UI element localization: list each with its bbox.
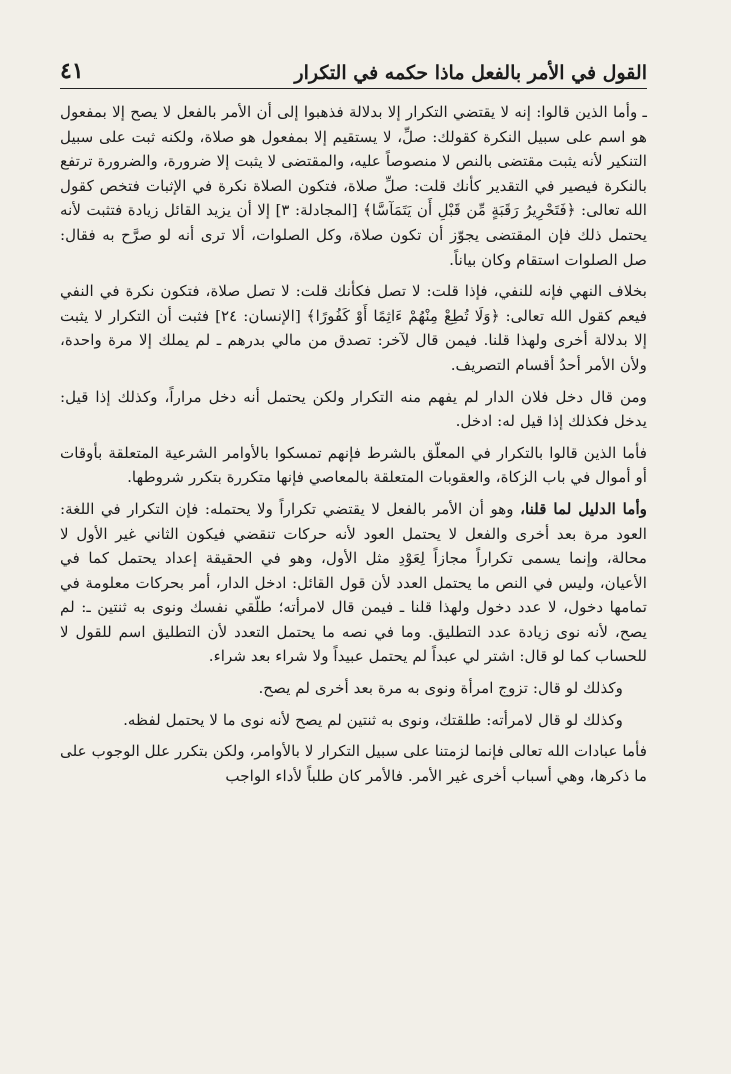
paragraph-7 — [60, 708, 647, 733]
paragraph-text: بخلاف النهي فإنه للنفي، فإذا قلت: لا تصل فكأنك قلت: لا تصل صلاة، فتكون نكرة في النفي فيعم كقول الله تعالى: ﴿وَلَا تُطِعْ مِنْهُمْ ءَاثِمًا أَوْ كَفُورًا﴾ [الإنسان: ٢٤] فثبت أن التكرار لا يثبت إلا بدلالة أخرى ولهذا قلنا. فيمن قال لآخر: تصدق من مالي بدرهم ـ لم يملك إلا مرة واحدة، ولأن الأمر أحدُ أقسام التصريف. — [60, 282, 647, 374]
running-title: القول في الأمر بالفعل ماذا حكمه في التكرار — [294, 62, 647, 84]
paragraph-8 — [60, 739, 647, 788]
paragraph-lead: وأما الدليل لما قلنا، — [520, 499, 647, 518]
page-header — [60, 50, 647, 84]
paragraph-3 — [60, 385, 647, 434]
paragraph-text: وكذلك لو قال: تزوج امرأة ونوى به مرة بعد أخرى لم يصح. — [258, 679, 623, 698]
paragraph-2 — [60, 279, 647, 377]
paragraph-text: ومن قال دخل فلان الدار لم يفهم منه التكرار ولكن يحتمل أنه دخل مراراً، وكذلك إذا قيل: يدخل فكذلك إذا قيل له: ادخل. — [60, 387, 647, 431]
page-body — [60, 100, 647, 795]
page-number: ٤١ — [60, 58, 84, 84]
paragraph-1 — [60, 100, 647, 272]
paragraph-text: وكذلك لو قال لامرأته: طلقتك، ونوى به ثنتين لم يصح لأنه نوى ما لا يحتمل لفظه. — [123, 710, 623, 729]
paragraph-text: فأما الذين قالوا بالتكرار في المعلّق بالشرط فإنهم تمسكوا بالأوامر الشرعية المتعلقة بأوقات أو أموال في باب الزكاة، والعقوبات المتعلقة بالمعاصي فإنها متكررة بتكرر شروطها. — [60, 443, 647, 487]
paragraph-text: وهو أن الأمر بالفعل لا يقتضي تكراراً ولا يحتمله: فإن التكرار في اللغة: العود مرة بعد أخرى والفعل لا يحتمل العود لأنه حركات تنقضي فيكون الثاني غير الأول لا محالة، وإنما يسمى تكراراً مجازاً لِعَوْدِ مثل الأول، وهو في الحقيقة إعداد يحتمل كما في الأعيان، وليس في النص ما يحتمل العدد لأن قول القائل: ادخل الدار، أمر بحركات معلومة في تمامها دخول، لا عدد دخول ولهذا قلنا ـ فيمن قال لامرأته؛ طلّقي نفسك ونوى به ثنتين ـ: لم يصح، لأنه نوى زيادة عدد التطليق. وما في نصه ما يحتمل التعدد لأن التطليق اسم للقول لا للحساب كما لو قال: اشتر لي عبداً لم يحتمل عبيداً ولا شراء بعد شراء. — [60, 499, 647, 666]
header-rule — [60, 88, 647, 89]
paragraph-text: ـ وأما الذين قالوا: إنه لا يقتضي التكرار إلا بدلالة فذهبوا إلى أن الأمر بالفعل لا يصح إلا بمفعول هو اسم على سبيل النكرة كقولك: صلِّ، لا يستقيم إلا بمفعول هو صلاة، ولكنه ثبت على سبيل التنكير لأنه يثبت مقتضى بالنص لا منصوصاً عليه، والمقتضى لا يثبت إلا ضرورة، والضرورة ترتفع بالنكرة فيصير في التقدير كأنك قلت: صلِّ صلاة، فتكون الصلاة نكرة في الإثبات فتخص كقول الله تعالى: ﴿فَتَحْرِيرُ رَقَبَةٍ مِّن قَبْلِ أَن يَتَمَآسَّا﴾ [المجادلة: ٣] إلا أن يزيد القائل زيادة فتثبت لأنه يحتمل ذلك فإن المقتضى يجوّز أن تكون صلاة، وكل الصلوات، ألا ترى أنه لو صرَّح به فقال: صل الصلوات استقام وكان بياناً. — [60, 103, 648, 269]
paragraph-text: فأما عبادات الله تعالى فإنما لزمتنا على سبيل التكرار لا بالأوامر، ولكن بتكرر علل الوجوب على ما ذكرها، وهي أسباب أخرى غير الأمر. فالأمر كان طلباً لأداء الواجب — [60, 742, 647, 785]
paragraph-6 — [60, 676, 647, 701]
paragraph-4 — [60, 441, 647, 490]
paragraph-5 — [60, 497, 647, 669]
